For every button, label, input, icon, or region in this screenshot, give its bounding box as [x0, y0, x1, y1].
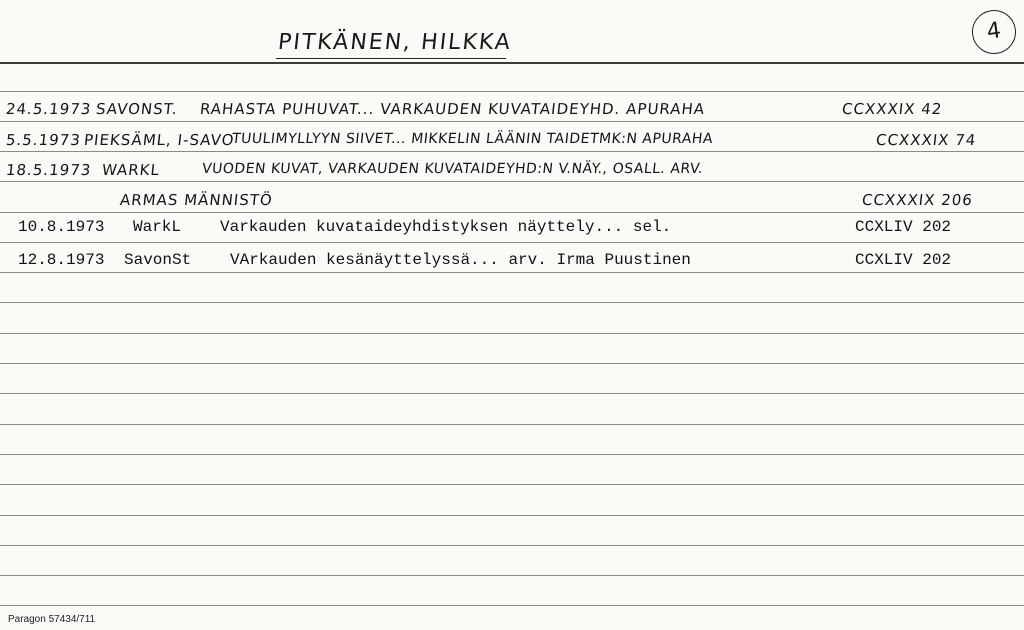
hand-ref: CCXXXIX 74 [875, 131, 978, 149]
card-footer: Paragon 57434/711 [8, 614, 96, 625]
rule-line [0, 91, 1024, 92]
rule-line [0, 363, 1024, 364]
header-rule [0, 62, 1024, 64]
typed-text: VArkauden kesänäyttelyssä... arv. Irma Puustinen [230, 251, 691, 269]
card-number: 4 [985, 18, 1003, 45]
rule-line [0, 121, 1024, 122]
rule-line [0, 302, 1024, 303]
rule-line [0, 575, 1024, 576]
rule-line [0, 605, 1024, 606]
rule-line [0, 545, 1024, 546]
typed-date: 12.8.1973 [18, 251, 105, 269]
typed-source: SavonSt [124, 251, 192, 269]
hand-ref: CCXXXIX 42 [841, 100, 944, 118]
card-number-circle [969, 7, 1019, 57]
hand-source: SAVONST. [95, 100, 179, 118]
rule-line [0, 393, 1024, 394]
rule-line [0, 151, 1024, 152]
typed-ref: CCXLIV 202 [855, 218, 952, 236]
hand-continuation: ARMAS MÄNNISTÖ [119, 191, 274, 209]
rule-line [0, 333, 1024, 334]
rule-line [0, 212, 1024, 213]
hand-date: 18.5.1973 [5, 161, 93, 179]
rule-line [0, 242, 1024, 243]
hand-date: 5.5.1973 [5, 131, 82, 149]
typed-text: Varkauden kuvataideyhdistyksen näyttely... sel. [220, 218, 672, 236]
typed-source: WarkL [133, 218, 182, 236]
hand-text: VUODEN KUVAT, VARKAUDEN KUVATAIDEYHD:N V.NÄY., OSALL. ARV. [201, 161, 704, 177]
typed-date: 10.8.1973 [18, 218, 105, 236]
hand-source: WARKL [101, 161, 161, 179]
hand-text: RAHASTA PUHUVAT... VARKAUDEN KUVATAIDEYHD. APURAHA [199, 100, 707, 118]
title-underline [276, 58, 506, 59]
rule-line [0, 515, 1024, 516]
rule-line [0, 454, 1024, 455]
typed-ref: CCXLIV 202 [855, 251, 952, 269]
card-title: PITKÄNEN, HILKKA [276, 30, 514, 55]
hand-date: 24.5.1973 [5, 100, 93, 118]
hand-text: TUULIMYLLYYN SIIVET... MIKKELIN LÄÄNIN TAIDETMK:N APURAHA [231, 131, 714, 147]
rule-line [0, 484, 1024, 485]
hand-source: PIEKSÄML, I-SAVO [83, 131, 236, 149]
rule-line [0, 272, 1024, 273]
hand-ref: CCXXXIX 206 [861, 191, 974, 209]
rule-line [0, 181, 1024, 182]
rule-line [0, 424, 1024, 425]
